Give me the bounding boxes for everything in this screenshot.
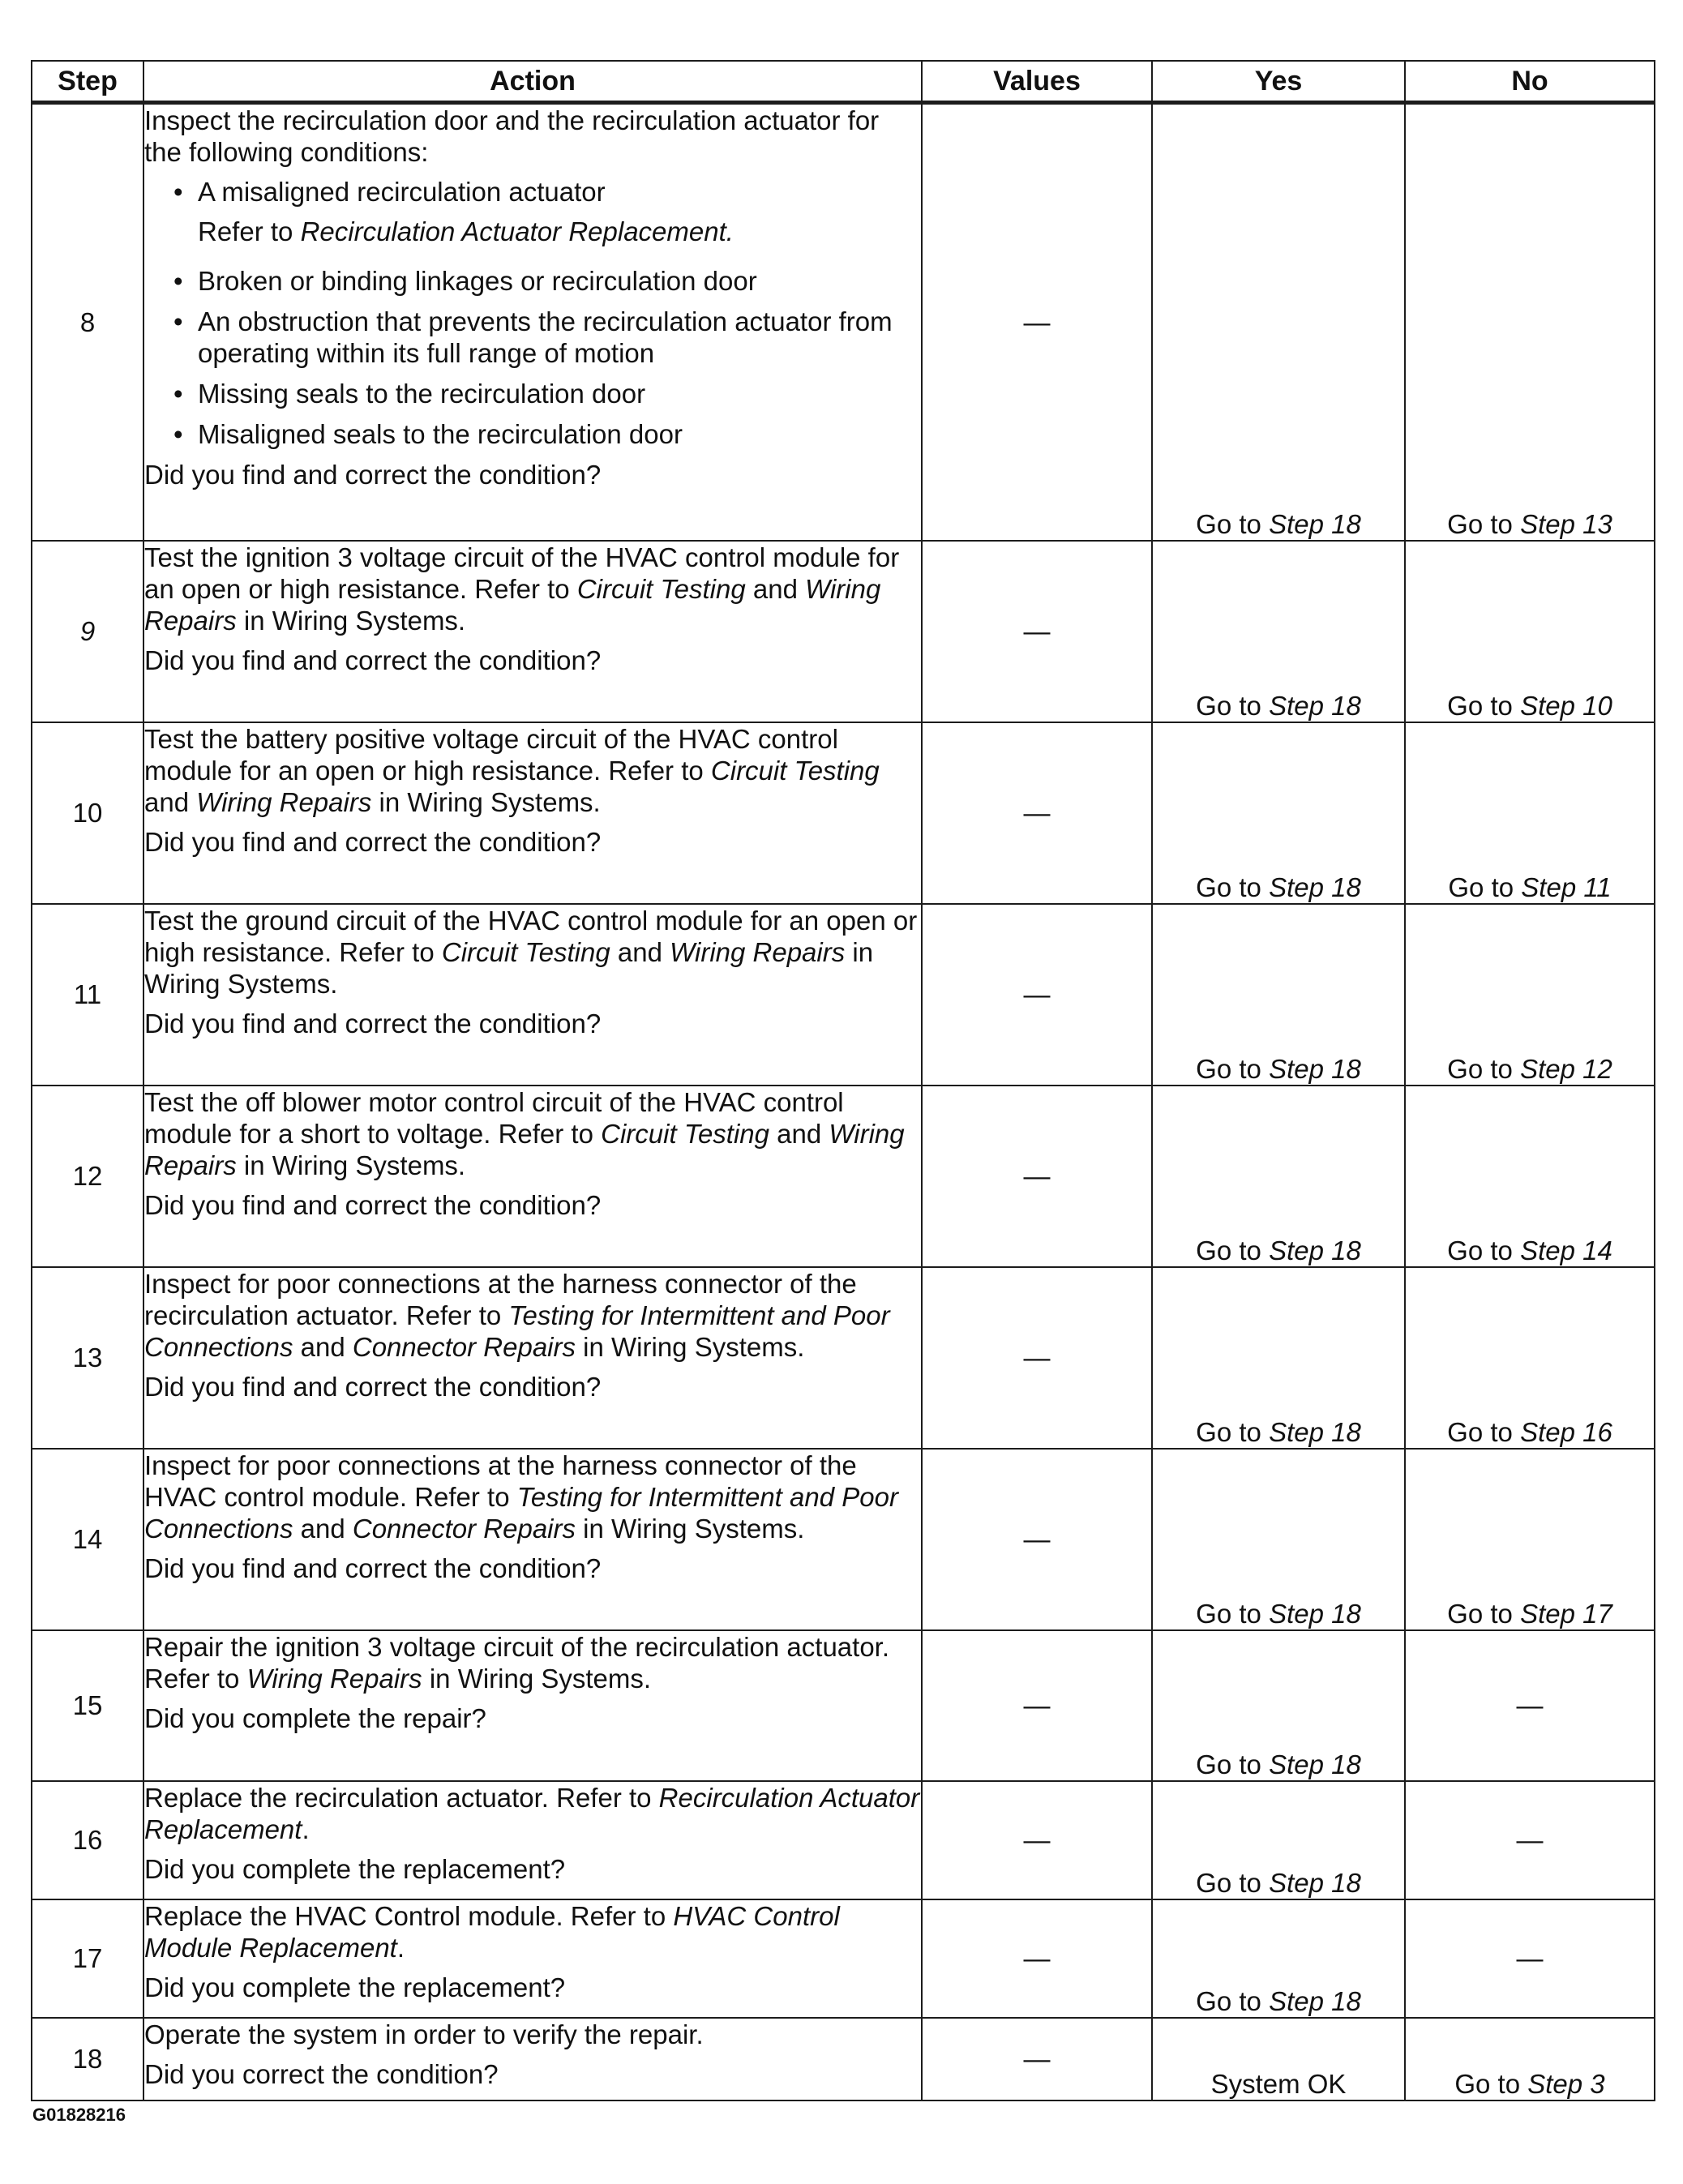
list-item xyxy=(144,176,921,247)
action-cell xyxy=(143,1899,922,2018)
no-prefix: Go to xyxy=(1447,1235,1521,1265)
yes-cell xyxy=(1152,541,1405,722)
action-ref: Circuit Testing xyxy=(710,755,880,786)
reference-note xyxy=(198,216,921,247)
table-row xyxy=(32,541,1655,722)
table-row xyxy=(32,1267,1655,1449)
action-part: and xyxy=(769,1118,829,1149)
header-yes: Yes xyxy=(1152,61,1405,103)
step-number: 10 xyxy=(32,722,143,904)
yes-prefix: Go to xyxy=(1196,871,1270,902)
action-part: Test the ignition 3 voltage circuit of the HVAC control module for an open or high resistance. Refer to xyxy=(144,542,900,604)
diagnostic-steps-table xyxy=(31,60,1655,2101)
no-step-ref: Step 14 xyxy=(1520,1235,1612,1265)
action-question: Did you find and correct the condition? xyxy=(144,826,602,857)
no-cell xyxy=(1405,1267,1655,1449)
action-text xyxy=(144,542,921,636)
action-text xyxy=(144,1631,921,1694)
action-ref: Testing for Intermittent and Poor Connections xyxy=(144,1481,898,1544)
yes-cell xyxy=(1152,904,1405,1086)
action-part: Repair the ignition 3 voltage circuit of the recirculation actuator. Refer to xyxy=(144,1631,890,1694)
action-ref: Connector Repairs xyxy=(352,1331,576,1362)
condition-text: A misaligned recirculation actuator xyxy=(198,177,606,207)
action-part: in Wiring Systems. xyxy=(576,1331,805,1362)
yes-cell xyxy=(1152,1267,1405,1449)
step-number: 8 xyxy=(32,103,143,541)
action-part: and xyxy=(293,1513,353,1544)
values-cell: — xyxy=(922,1781,1152,1899)
action-part: Test the off blower motor control circuit of the HVAC control module for a short to voltage. Refer to xyxy=(144,1086,844,1149)
reference-prefix: Refer to xyxy=(198,216,301,246)
reference-link: Recirculation Actuator Replacement. xyxy=(300,216,734,246)
no-prefix: Go to xyxy=(1447,1053,1521,1084)
action-part: Inspect for poor connections at the harness connector of the recirculation actuator. Refer to xyxy=(144,1268,857,1330)
action-part: and xyxy=(293,1331,353,1362)
action-text: Inspect the recirculation door and the recirculation actuator for the following conditions: xyxy=(144,105,880,167)
no-cell xyxy=(1405,904,1655,1086)
action-question: Did you find and correct the condition? xyxy=(144,644,602,675)
no-cell xyxy=(1405,1449,1655,1630)
no-step-ref: Step 11 xyxy=(1521,871,1612,902)
values-cell: — xyxy=(922,103,1152,541)
yes-step-ref: Step 18 xyxy=(1269,1867,1361,1898)
no-cell: — xyxy=(1405,1630,1655,1781)
action-part: . xyxy=(302,1814,310,1844)
figure-id: G01828216 xyxy=(32,2105,126,2125)
list-item: • Misaligned seals to the recirculation door xyxy=(144,418,921,450)
action-ref: Circuit Testing xyxy=(576,573,746,604)
no-prefix: Go to xyxy=(1447,1416,1521,1447)
step-number: 15 xyxy=(32,1630,143,1781)
yes-step-ref: Step 18 xyxy=(1269,1053,1361,1084)
yes-step-ref: Step 18 xyxy=(1269,1235,1361,1265)
action-text xyxy=(144,1900,921,1963)
action-part: in Wiring Systems. xyxy=(236,1150,466,1180)
values-cell: — xyxy=(922,904,1152,1086)
action-part: and xyxy=(745,573,806,604)
action-question: Did you find and correct the condition? xyxy=(144,1008,602,1038)
yes-cell xyxy=(1152,1781,1405,1899)
yes-step-ref: Step 18 xyxy=(1269,1985,1361,2016)
no-cell xyxy=(1405,2018,1655,2100)
no-step-ref: Step 13 xyxy=(1520,508,1612,539)
step-number: 11 xyxy=(32,904,143,1086)
values-cell: — xyxy=(922,2018,1152,2100)
action-text xyxy=(144,905,921,1000)
action-part: in Wiring Systems. xyxy=(236,605,466,636)
action-cell xyxy=(143,1781,922,1899)
table-row xyxy=(32,1449,1655,1630)
list-item: • Missing seals to the recirculation door xyxy=(144,378,921,409)
action-cell xyxy=(143,904,922,1086)
action-ref: Testing for Intermittent and Poor Connections xyxy=(144,1300,890,1362)
action-ref: Wiring Repairs xyxy=(196,786,372,817)
action-text xyxy=(144,1268,921,1363)
no-cell xyxy=(1405,722,1655,904)
action-cell xyxy=(143,1630,922,1781)
table-row xyxy=(32,103,1655,541)
action-part: Test the ground circuit of the HVAC control module for an open or high resistance. Refer to xyxy=(144,905,918,967)
action-cell xyxy=(143,2018,922,2100)
action-ref: Circuit Testing xyxy=(441,936,610,967)
step-number: 12 xyxy=(32,1086,143,1267)
yes-prefix: Go to xyxy=(1196,1416,1270,1447)
table-row xyxy=(32,1630,1655,1781)
step-number: 18 xyxy=(32,2018,143,2100)
action-part: and xyxy=(144,786,197,817)
yes-cell xyxy=(1152,1086,1405,1267)
action-ref: Recirculation Actuator Replacement xyxy=(144,1782,920,1844)
yes-step-ref: Step 18 xyxy=(1269,1749,1361,1779)
no-prefix: Go to xyxy=(1447,1598,1521,1629)
yes-prefix: Go to xyxy=(1196,508,1270,539)
yes-step-ref: Step 18 xyxy=(1269,871,1361,902)
action-text: Operate the system in order to verify the repair. xyxy=(144,2019,704,2049)
action-question: Did you find and correct the condition? xyxy=(144,1189,602,1220)
no-prefix: Go to xyxy=(1447,690,1521,721)
values-cell: — xyxy=(922,1899,1152,2018)
table-row xyxy=(32,1781,1655,1899)
action-part: in Wiring Systems. xyxy=(422,1663,652,1694)
step-number: 13 xyxy=(32,1267,143,1449)
yes-step-ref: Step 18 xyxy=(1269,1416,1361,1447)
action-question: Did you complete the repair? xyxy=(144,1702,486,1733)
table-row xyxy=(32,2018,1655,2100)
action-part: Inspect for poor connections at the harness connector of the HVAC control module. Refer to xyxy=(144,1450,857,1512)
action-text xyxy=(144,1782,921,1845)
no-step-ref: Step 12 xyxy=(1520,1053,1612,1084)
no-step-ref: Step 17 xyxy=(1520,1598,1612,1629)
values-cell: — xyxy=(922,1630,1152,1781)
yes-cell: System OK xyxy=(1152,2018,1405,2100)
table-row xyxy=(32,722,1655,904)
yes-prefix: Go to xyxy=(1196,1985,1270,2016)
action-part: and xyxy=(610,936,670,967)
action-ref: Connector Repairs xyxy=(352,1513,576,1544)
action-question: Did you complete the replacement? xyxy=(144,1853,566,1884)
no-step-ref: Step 16 xyxy=(1520,1416,1612,1447)
values-cell: — xyxy=(922,1086,1152,1267)
action-cell xyxy=(143,541,922,722)
yes-step-ref: Step 18 xyxy=(1269,1598,1361,1629)
yes-cell xyxy=(1152,1630,1405,1781)
no-step-ref: Step 3 xyxy=(1527,2068,1605,2099)
step-number xyxy=(32,541,143,722)
action-ref: Wiring Repairs xyxy=(144,1118,905,1180)
action-ref: Wiring Repairs xyxy=(246,1663,422,1694)
no-prefix: Go to xyxy=(1454,2068,1528,2099)
yes-prefix: Go to xyxy=(1196,1053,1270,1084)
action-part: Test the battery positive voltage circuit of the HVAC control module for an open or high resistance. Refer to xyxy=(144,723,838,786)
step-number-text: 9 xyxy=(79,616,96,646)
action-part: in Wiring Systems. xyxy=(371,786,601,817)
no-cell: — xyxy=(1405,1781,1655,1899)
action-question: Did you find and correct the condition? xyxy=(144,1552,602,1583)
yes-cell xyxy=(1152,1899,1405,2018)
no-cell xyxy=(1405,103,1655,541)
yes-prefix: Go to xyxy=(1196,1749,1270,1779)
action-ref: Wiring Repairs xyxy=(670,936,846,967)
no-step-ref: Step 10 xyxy=(1520,690,1612,721)
header-step: Step xyxy=(32,61,143,103)
action-text xyxy=(144,1086,921,1181)
no-prefix: Go to xyxy=(1447,508,1521,539)
step-number: 14 xyxy=(32,1449,143,1630)
action-part: Replace the HVAC Control module. Refer to xyxy=(144,1900,674,1931)
values-cell: — xyxy=(922,722,1152,904)
yes-step-ref: Step 18 xyxy=(1269,508,1361,539)
values-cell: — xyxy=(922,1449,1152,1630)
action-ref: HVAC Control Module Replacement xyxy=(144,1900,840,1963)
no-cell: — xyxy=(1405,1899,1655,2018)
yes-prefix: Go to xyxy=(1196,1598,1270,1629)
header-row xyxy=(32,61,1655,103)
action-question: Did you find and correct the condition? xyxy=(144,1371,602,1402)
table-row xyxy=(32,1086,1655,1267)
action-cell xyxy=(143,722,922,904)
values-cell: — xyxy=(922,541,1152,722)
action-cell xyxy=(143,1086,922,1267)
action-cell xyxy=(143,103,922,541)
yes-cell xyxy=(1152,103,1405,541)
yes-prefix: Go to xyxy=(1196,1235,1270,1265)
action-part: . xyxy=(396,1932,405,1963)
header-no: No xyxy=(1405,61,1655,103)
no-cell xyxy=(1405,541,1655,722)
action-question: Did you find and correct the condition? xyxy=(144,460,602,490)
yes-cell xyxy=(1152,722,1405,904)
action-part: in Wiring Systems. xyxy=(576,1513,805,1544)
action-text xyxy=(144,1450,921,1544)
action-text xyxy=(144,723,921,818)
header-action: Action xyxy=(143,61,922,103)
action-ref: Circuit Testing xyxy=(601,1118,770,1149)
action-cell xyxy=(143,1449,922,1630)
action-part: Replace the recirculation actuator. Refer to xyxy=(144,1782,659,1813)
diagnostic-table-container xyxy=(31,60,1655,2101)
step-number: 17 xyxy=(32,1899,143,2018)
table-row xyxy=(32,904,1655,1086)
yes-prefix: Go to xyxy=(1196,1867,1270,1898)
action-ref: Wiring Repairs xyxy=(144,573,881,636)
header-values: Values xyxy=(922,61,1152,103)
condition-list xyxy=(144,176,921,450)
list-item: • Broken or binding linkages or recirculation door xyxy=(144,265,921,297)
step-number: 16 xyxy=(32,1781,143,1899)
action-question: Did you correct the condition? xyxy=(144,2058,499,2089)
action-cell xyxy=(143,1267,922,1449)
yes-cell xyxy=(1152,1449,1405,1630)
action-question: Did you complete the replacement? xyxy=(144,1972,566,2002)
action-part: in Wiring Systems. xyxy=(144,936,874,999)
list-item: • An obstruction that prevents the recirculation actuator from operating within its full range of motion xyxy=(144,306,921,369)
yes-step-ref: Step 18 xyxy=(1269,690,1361,721)
no-prefix: Go to xyxy=(1448,871,1522,902)
values-cell: — xyxy=(922,1267,1152,1449)
yes-prefix: Go to xyxy=(1196,690,1270,721)
no-cell xyxy=(1405,1086,1655,1267)
table-row xyxy=(32,1899,1655,2018)
